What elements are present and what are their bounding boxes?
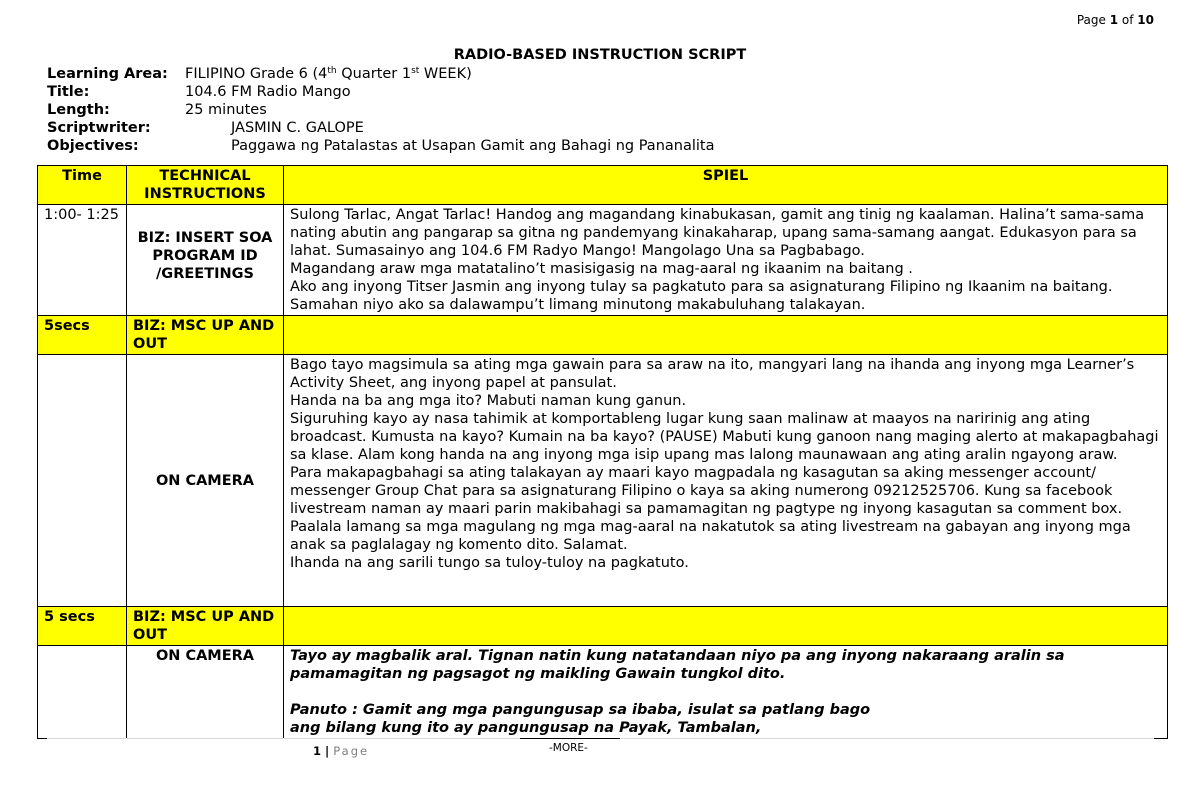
learning-area-text-end: WEEK) — [419, 66, 472, 82]
title-value: 104.6 FM Radio Mango — [185, 84, 351, 100]
spiel-line: Bago tayo magsimula sa ating mga gawain para sa araw na ito, mangyari lang na ihanda ang inyong mga Learner’s Activity Sheet, ang inyong papel at pansulat. — [290, 357, 1135, 391]
footer-separator: | — [321, 744, 334, 758]
learning-area-sup-st: st — [411, 66, 420, 76]
learning-area-label: Learning Area: — [47, 66, 168, 82]
time-cell: 5secs — [38, 316, 127, 355]
spiel-blank-line — [290, 683, 1161, 701]
footer-page-digit: 1 — [313, 744, 322, 758]
spiel-line: Ako ang inyong Titser Jasmin ang inyong tulay sa pagkatuto para sa asignaturang Filipino ng Ikaanim na baitang. Samahan niyo ako sa dalawampu’t limang minutong makabuluhang talakayan. — [290, 279, 1113, 313]
time-cell: 1:00- 1:25 — [38, 205, 127, 316]
spiel-line: Ihanda na ang sarili tungo sa tuloy-tuloy na pagkatuto. — [290, 555, 689, 571]
footer-more: -MORE- — [549, 742, 588, 754]
time-cell — [38, 646, 127, 739]
length-label: Length: — [47, 102, 110, 118]
spiel-cell — [284, 646, 1168, 739]
table-row — [38, 205, 1168, 316]
spiel-cell — [284, 355, 1168, 607]
spiel-line: Para makapagbahagi sa ating talakayan ay maari kayo magpadala ng kasagutan sa aking messenger account/ messenger Group Chat para sa asignaturang Filipino o kaya sa aking numerong 09212525706. Kung sa facebook livestream naman ay maari parin makibahagi sa pamamagitan ng pagtype ng inyong kasagutan sa comment box. — [290, 465, 1123, 517]
spiel-cell — [284, 205, 1168, 316]
page-total: 10 — [1137, 13, 1154, 27]
spiel-line: Magandang araw mga matatalino’t masisigasig na mag-aaral ng ikaanim na baitang . — [290, 261, 913, 277]
tech-cell: BIZ: MSC UP AND OUT — [127, 316, 284, 355]
table-row — [38, 355, 1168, 607]
learning-area-value — [185, 65, 472, 83]
spiel-line: Siguruhing kayo ay nasa tahimik at komportableng lugar kung saan malinaw at maayos na naririnig ang ating broadcast. Kumusta na kayo? Kumain na ba kayo? (PAUSE) Mabuti kung ganoon nang maging alerto at makapagbahagi sa klase. Alam kong handa na ang inyong mga isip upang mas lalong maunawaan ang ating aralin ngayong araw. — [290, 411, 1159, 463]
spiel-line: Paalala lamang sa mga magulang ng mga mag-aaral na nakatutok sa ating livestream na gabayan ang inyong mga anak sa paglalagay ng komento dito. Salamat. — [290, 519, 1131, 553]
learning-area-sup-th: th — [327, 66, 337, 76]
tech-cell: ON CAMERA — [127, 646, 284, 739]
time-cell: 5 secs — [38, 607, 127, 646]
footer-divider-left — [47, 738, 520, 739]
document-title: RADIO-BASED INSTRUCTION SCRIPT — [453, 47, 747, 63]
time-cell — [38, 355, 127, 607]
table-row — [38, 316, 1168, 355]
title-label: Title: — [47, 84, 90, 100]
scriptwriter-label: Scriptwriter: — [47, 120, 151, 136]
learning-area-text-mid: Quarter 1 — [336, 66, 412, 82]
footer-page-label: Page — [333, 744, 370, 758]
table-header-row — [38, 166, 1168, 205]
page-current: 1 — [1109, 13, 1119, 27]
spiel-line: Sulong Tarlac, Angat Tarlac! Handog ang magandang kinabukasan, gamit ang tinig ng kaalaman. Halina’t sama-sama nating abutin ang pangarap sa gitna ng pandemyang kinakaharap, upang sama-samang aangat. Edukasyon para sa lahat. Sumasainyo ang 104.6 FM Radyo Mango! Mangolago Una sa Pagbabago. — [290, 207, 1145, 259]
footer-divider-right — [620, 738, 1154, 739]
header-spiel: SPIEL — [284, 166, 1168, 205]
page-prefix: Page — [1076, 13, 1110, 27]
spiel-line: Handa na ba ang mga ito? Mabuti naman kung ganun. — [290, 393, 687, 409]
table-row — [38, 646, 1168, 739]
spiel-line: Tayo ay magbalik aral. Tignan natin kung natatandaan niyo pa ang inyong nakaraang aralin sa pamamagitan ng pagsagot ng maikling Gawain tungkol dito. — [290, 648, 1065, 682]
tech-cell: BIZ: MSC UP AND OUT — [127, 607, 284, 646]
learning-area-text: FILIPINO Grade 6 (4 — [185, 66, 328, 82]
footer-page-number — [313, 744, 369, 758]
spiel-cell — [284, 607, 1168, 646]
header-technical-instructions: TECHNICAL INSTRUCTIONS — [127, 166, 284, 205]
spiel-line: ang bilang kung ito ay pangungusap na Payak, Tambalan, — [290, 720, 762, 736]
tech-cell: BIZ: INSERT SOA PROGRAM ID /GREETINGS — [127, 205, 284, 316]
spiel-line: Panuto : Gamit ang mga pangungusap sa ibaba, isulat sa patlang bago — [290, 702, 871, 718]
objectives-label: Objectives: — [47, 138, 139, 154]
header-time: Time — [38, 166, 127, 205]
spiel-cell — [284, 316, 1168, 355]
page-of: of — [1118, 13, 1138, 27]
page-indicator — [1077, 13, 1154, 27]
table-row — [38, 607, 1168, 646]
script-table — [37, 165, 1168, 739]
tech-cell: ON CAMERA — [127, 355, 284, 607]
scriptwriter-value: JASMIN C. GALOPE — [231, 120, 364, 136]
objectives-value: Paggawa ng Patalastas at Usapan Gamit ang Bahagi ng Pananalita — [231, 138, 715, 154]
length-value: 25 minutes — [185, 102, 267, 118]
